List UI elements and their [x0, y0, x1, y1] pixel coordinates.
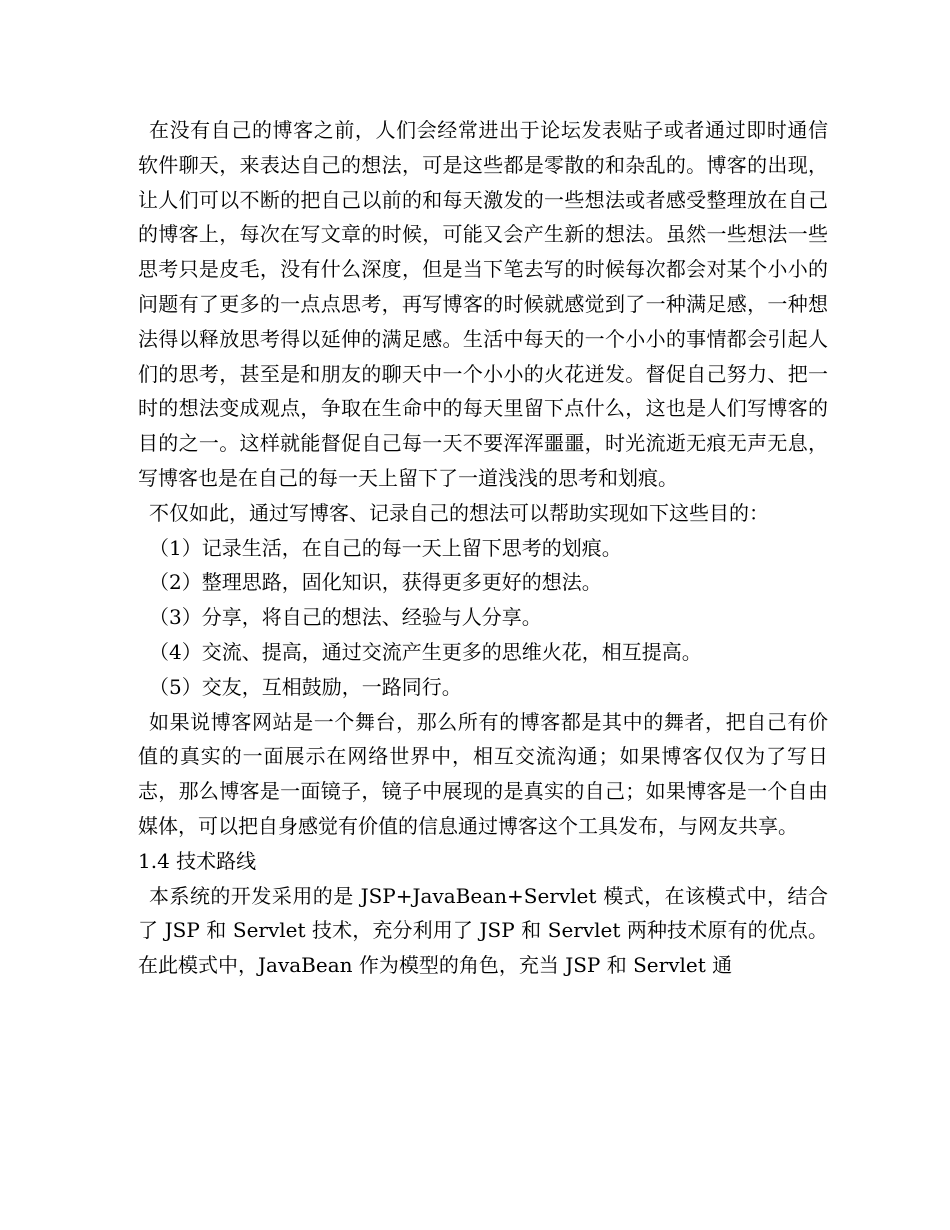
paragraph-blog-purposes-intro: 不仅如此，通过写博客、记录自己的想法可以帮助实现如下这些目的：	[149, 500, 769, 525]
section-heading: 1.4 技术路线	[138, 848, 257, 873]
paragraph-blog-background: 在没有自己的博客之前，人们会经常进出于论坛发表贴子或者通过即时通信软件聊天，来表达自己的想法，可是这些都是零散的和杂乱的。博客的出现，让人们可以不断的把自己以前的和每天激发的一些想法或者感受整理放在自己的博客上，每次在写文章的时候，可能又会产生新的想法。虽然一些想法一些思考只是皮毛，没有什么深度，但是当下笔去写的时候每次都会对某个小小的问题有了更多的一点点思考，再写博客的时候就感觉到了一种满足感，一种想法得以释放思考得以延伸的满足感。生活中每天的一个小小的事情都会引起人们的思考，甚至是和朋友的聊天中一个小小的火花迸发。督促自己努力、把一时的想法变成观点，争取在生命中的每天里留下点什么，这也是人们写博客的目的之一。这样就能督促自己每一天不要浑浑噩噩，时光流逝无痕无声无息，写博客也是在自己的每一天上留下了一道浅浅的思考和划痕。	[138, 118, 828, 490]
list-item: （5）交友，互相鼓励，一路同行。	[149, 674, 462, 699]
paragraph-technical-route: 本系统的开发采用的是 JSP+JavaBean+Servlet 模式，在该模式中，结合了 JSP 和 Servlet 技术，充分利用了 JSP 和 Servlet 两种技术原有的优点。在此模式中，JavaBean 作为模型的角色，充当 JSP 和 Servlet 通	[138, 883, 828, 978]
list-item: （1）记录生活，在自己的每一天上留下思考的划痕。	[149, 535, 622, 560]
list-item: （4）交流、提高，通过交流产生更多的思维火花，相互提高。	[149, 639, 702, 664]
list-item: （2）整理思路，固化知识，获得更多更好的想法。	[149, 570, 602, 595]
paragraph-blog-metaphor: 如果说博客网站是一个舞台，那么所有的博客都是其中的舞者，把自己有价值的真实的一面展示在网络世界中，相互交流沟通；如果博客仅仅为了写日志，那么博客是一面镜子，镜子中展现的是真实的自己；如果博客是一个自由媒体，可以把自身感觉有价值的信息通过博客这个工具发布，与网友共享。	[138, 709, 828, 838]
list-item: （3）分享，将自己的想法、经验与人分享。	[149, 605, 542, 630]
document-page	[138, 113, 828, 983]
